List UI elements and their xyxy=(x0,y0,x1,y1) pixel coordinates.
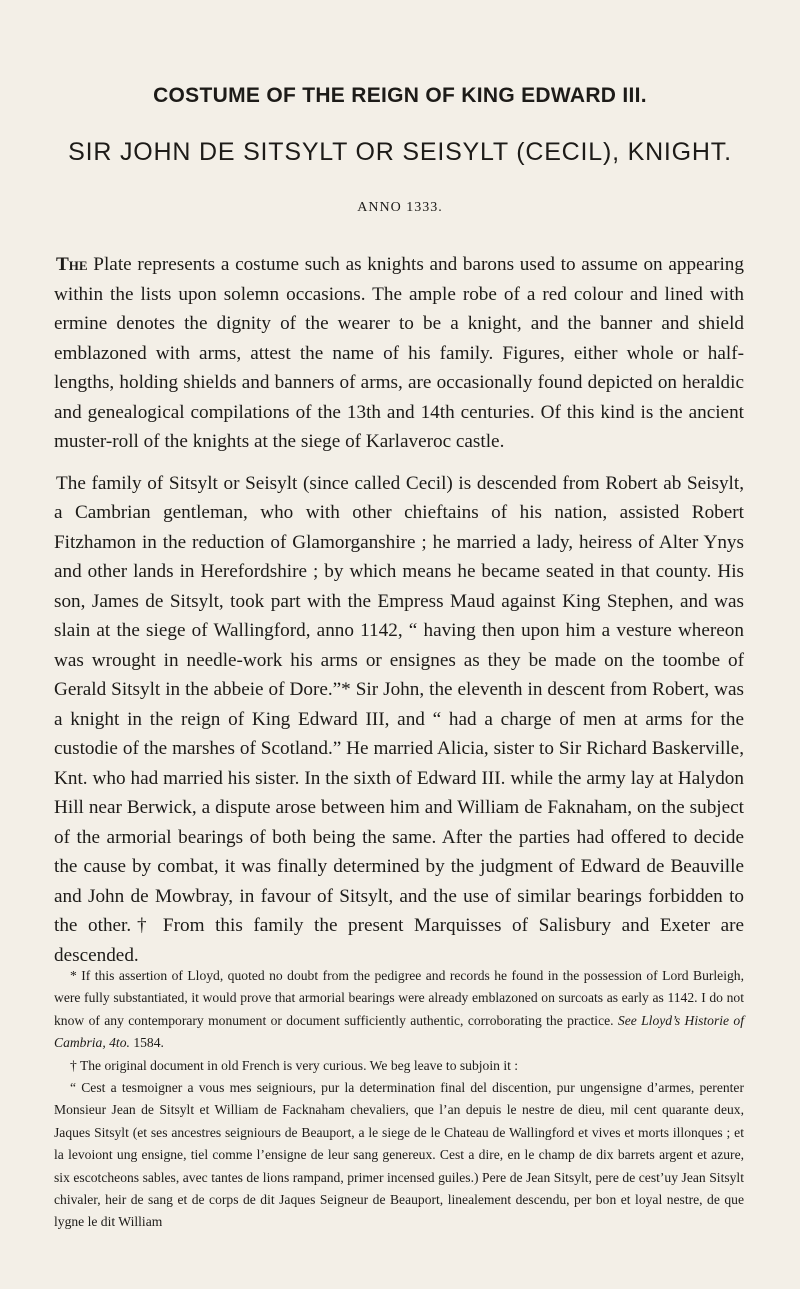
page-title: SIR JOHN DE SITSYLT OR SEISYLT (CECIL), KNIGHT. xyxy=(68,138,732,166)
paragraph-2: The family of Sitsylt or Seisylt (since called Cecil) is descended from Robert ab Seisylt, a Cambrian gentleman, who with other chieftains of his nation, assisted Robert Fitzhamon in the reduction of Glamorganshire ; he married a lady, heiress of Alter Ynys and other lands in Herefordshire ; by which means he became seated in that county. His son, James de Sitsylt, took part with the Empress Maud against King Stephen, and was slain at the siege of Wallingford, anno 1142, “ having then upon him a vesture whereon was wrought in needle-work his arms or ensignes as they be made on the toombe of Gerald Sitsylt in the abbeie of Dore.”* Sir John, the eleventh in descent from Robert, was a knight in the reign of King Edward III, and “ had a charge of men at arms for the custodie of the marshes of Scotland.” He married Alicia, sister to Sir Richard Baskerville, Knt. who had married his sister. In the sixth of Edward III. while the army lay at Halydon Hill near Berwick, a dispute arose between him and William de Faknaham, on the subject of the armorial bearings of both being the same. After the parties had offered to decide the cause by combat, it was finally determined by the judgment of Edward de Beauville and John de Mowbray, in favour of Sitsylt, and the use of similar bearings forbidden to the other.† From this family the present Marquisses of Salisbury and Exeter are descended. xyxy=(54,472,744,966)
footnote-1 xyxy=(54,965,744,1055)
main-text xyxy=(54,250,744,970)
footnote-1-tail: 1584. xyxy=(129,1035,164,1051)
footnote-1-text: * If this assertion of Lloyd, quoted no doubt from the pedigree and records he found in the possession of Lord Burleigh, were fully substantiated, it would prove that armorial bearings were already emblazoned on surcoats as early as 1142. I do not know of any contemporary monument or document sufficiently authentic, corroborating the practice. xyxy=(54,968,744,1028)
running-header: COSTUME OF THE REIGN OF KING EDWARD III. xyxy=(153,84,647,107)
drop-word: The xyxy=(56,254,88,275)
footnote-1-citation: See Lloyd’s Historie of Cambria, 4to. xyxy=(54,1012,744,1051)
paragraph-1-text: Plate represents a costume such as knights and barons used to assume on appearing within the lists upon solemn occasions. The ample robe of a red colour and lined with ermine denotes the dignity of the wearer to be a knight, and the banner and shield emblazoned with arms, attest the name of his family. Figures, either whole or half-lengths, holding shields and banners of arms, are occasionally found depicted on heraldic and genealogical compilations of the 13th and 14th centuries. Of this kind is the ancient muster-roll of the knights at the siege of Karlaveroc castle. xyxy=(54,254,744,452)
date-line: ANNO 1333. xyxy=(357,200,443,215)
paragraph-1 xyxy=(54,250,744,457)
footnote-2: † The original document in old French is very curious. We beg leave to subjoin it : xyxy=(70,1057,519,1073)
footnotes xyxy=(54,965,744,1234)
footnote-2-quote: “ Cest a tesmoigner a vous mes seigniours, pur la determination final del discention, pur ungensigne d’armes, perenter Monsieur Jean de Sitsylt et William de Facknaham chevaliers, que l’an depuis le nestre de dieu, mil cent quarante deux, Jaques Sitsylt (et ses ancestres seigniours de Beauport, a le siege de le Chateau de Wallingford et vives et morts illonques ; et la levoiont ung ensigne, tiel comme l’ensigne de leur sang genereux. Cest a dire, en le champ de dix barrets argent et azure, six escotcheons sables, avec tantes de lions rampand, primer incensed guiles.) Pere de Jean Sitsylt, pere de cest’uy Jean Sitsylt chivaler, heir de sang et de corps de dit Jaques Seigneur de Beauport, linealement descendu, per bon et loyal nestre, de que lygne le dit William xyxy=(54,1080,744,1230)
